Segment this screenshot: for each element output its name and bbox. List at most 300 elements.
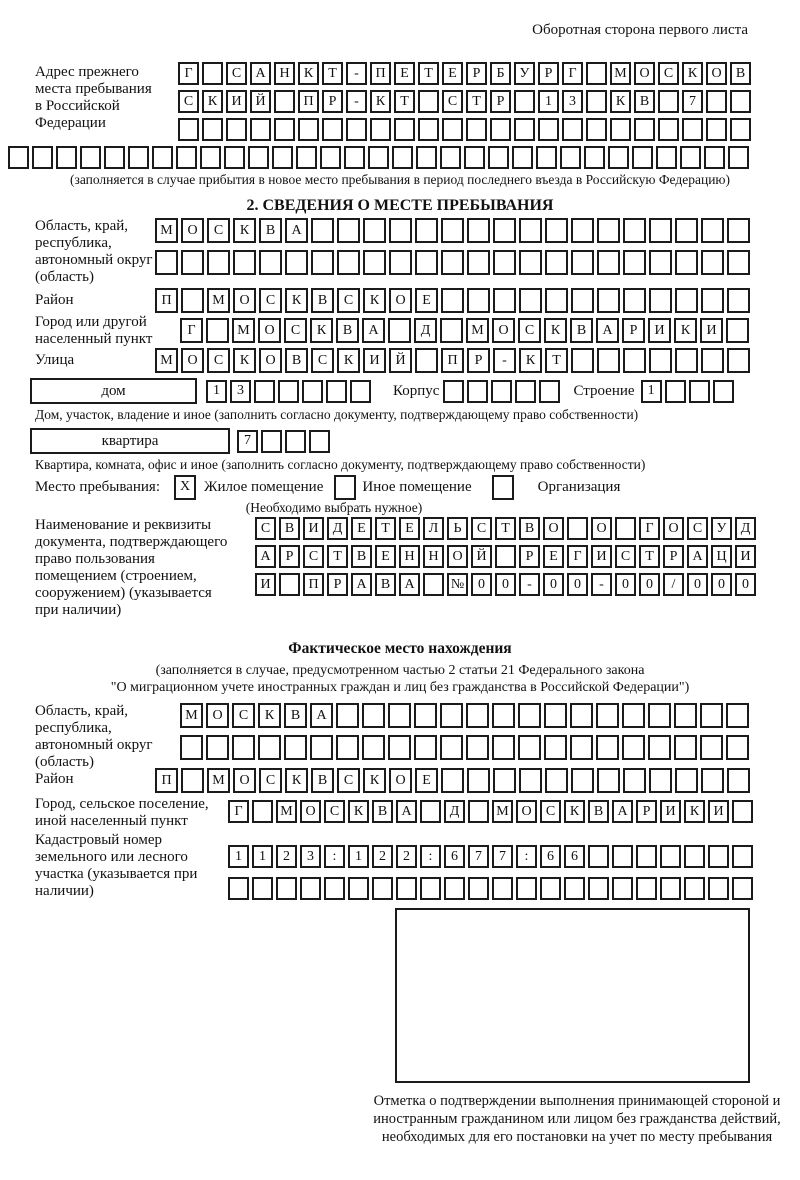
char-cell[interactable]: Г [567,545,588,568]
char-cell[interactable] [206,735,229,760]
char-cell[interactable]: Р [322,90,343,113]
char-cell[interactable] [300,877,321,900]
char-cell[interactable] [493,218,516,243]
char-cell[interactable]: 0 [543,573,564,596]
char-cell[interactable] [597,348,620,373]
char-cell[interactable] [682,118,703,141]
char-cell[interactable]: О [233,288,256,313]
char-cell[interactable] [420,877,441,900]
char-cell[interactable] [56,146,77,169]
char-cell[interactable]: Р [490,90,511,113]
char-cell[interactable]: А [285,218,308,243]
char-cell[interactable]: М [207,768,230,793]
char-cell[interactable]: А [310,703,333,728]
char-cell[interactable] [701,218,724,243]
char-cell[interactable]: 0 [495,573,516,596]
char-cell[interactable] [701,348,724,373]
char-cell[interactable]: - [591,573,612,596]
char-cell[interactable]: 1 [206,380,227,403]
char-cell[interactable]: Й [471,545,492,568]
char-cell[interactable]: К [544,318,567,343]
char-cell[interactable] [362,735,385,760]
char-cell[interactable]: Л [423,517,444,540]
char-cell[interactable] [674,735,697,760]
char-cell[interactable] [302,380,323,403]
char-cell[interactable] [368,146,389,169]
char-cell[interactable]: 1 [348,845,369,868]
char-cell[interactable]: Д [414,318,437,343]
char-cell[interactable] [597,218,620,243]
char-cell[interactable] [467,380,488,403]
char-cell[interactable]: О [634,62,655,85]
char-cell[interactable] [467,768,490,793]
char-cell[interactable]: К [610,90,631,113]
char-cell[interactable] [649,768,672,793]
char-cell[interactable] [441,250,464,275]
char-cell[interactable]: У [711,517,732,540]
char-cell[interactable]: 2 [276,845,297,868]
char-cell[interactable] [540,877,561,900]
char-cell[interactable] [519,250,542,275]
char-cell[interactable] [608,146,629,169]
char-cell[interactable] [441,218,464,243]
char-cell[interactable]: А [250,62,271,85]
char-cell[interactable] [285,250,308,275]
char-cell[interactable]: Д [735,517,756,540]
char-cell[interactable] [492,877,513,900]
char-cell[interactable]: А [612,800,633,823]
char-cell[interactable] [372,877,393,900]
char-cell[interactable] [649,348,672,373]
char-cell[interactable] [596,703,619,728]
char-cell[interactable]: С [471,517,492,540]
char-cell[interactable] [660,877,681,900]
char-cell[interactable]: О [389,768,412,793]
char-cell[interactable]: К [258,703,281,728]
char-cell[interactable] [515,380,536,403]
char-cell[interactable]: И [226,90,247,113]
char-cell[interactable]: О [258,318,281,343]
char-cell[interactable] [545,218,568,243]
char-cell[interactable] [228,877,249,900]
char-cell[interactable] [658,90,679,113]
char-cell[interactable] [586,118,607,141]
char-cell[interactable] [545,288,568,313]
char-cell[interactable] [296,146,317,169]
char-cell[interactable]: И [700,318,723,343]
char-cell[interactable] [207,250,230,275]
char-cell[interactable] [416,146,437,169]
char-cell[interactable] [418,118,439,141]
char-cell[interactable] [276,877,297,900]
char-cell[interactable]: М [155,218,178,243]
char-cell[interactable]: В [336,318,359,343]
char-cell[interactable]: О [181,218,204,243]
char-cell[interactable] [152,146,173,169]
char-cell[interactable] [680,146,701,169]
char-cell[interactable] [388,318,411,343]
char-cell[interactable]: К [674,318,697,343]
checkbox-organization[interactable] [492,475,514,500]
char-cell[interactable]: С [255,517,276,540]
char-cell[interactable] [370,118,391,141]
char-cell[interactable] [612,845,633,868]
char-cell[interactable] [248,146,269,169]
char-cell[interactable]: К [202,90,223,113]
char-cell[interactable] [337,218,360,243]
char-cell[interactable]: В [570,318,593,343]
char-cell[interactable] [727,288,750,313]
char-cell[interactable]: Т [495,517,516,540]
char-cell[interactable] [726,318,749,343]
char-cell[interactable]: / [663,573,684,596]
char-cell[interactable] [258,735,281,760]
char-cell[interactable] [440,146,461,169]
char-cell[interactable] [414,735,437,760]
char-cell[interactable] [224,146,245,169]
char-cell[interactable] [660,845,681,868]
char-cell[interactable] [181,250,204,275]
char-cell[interactable] [415,218,438,243]
char-cell[interactable]: 0 [567,573,588,596]
char-cell[interactable]: С [259,768,282,793]
char-cell[interactable]: С [324,800,345,823]
char-cell[interactable] [180,735,203,760]
char-cell[interactable]: С [207,218,230,243]
char-cell[interactable] [560,146,581,169]
char-cell[interactable]: О [543,517,564,540]
char-cell[interactable]: К [348,800,369,823]
char-cell[interactable] [394,118,415,141]
char-cell[interactable]: С [284,318,307,343]
char-cell[interactable] [495,545,516,568]
char-cell[interactable] [708,845,729,868]
char-cell[interactable] [701,768,724,793]
char-cell[interactable]: О [259,348,282,373]
char-cell[interactable]: С [337,768,360,793]
char-cell[interactable] [623,348,646,373]
char-cell[interactable]: Р [467,348,490,373]
char-cell[interactable] [706,90,727,113]
char-cell[interactable] [362,703,385,728]
char-cell[interactable]: - [346,62,367,85]
char-cell[interactable] [584,146,605,169]
char-cell[interactable] [512,146,533,169]
char-cell[interactable] [337,250,360,275]
char-cell[interactable]: О [591,517,612,540]
char-cell[interactable]: Т [322,62,343,85]
char-cell[interactable]: Д [327,517,348,540]
char-cell[interactable]: С [303,545,324,568]
char-cell[interactable] [562,118,583,141]
char-cell[interactable]: 7 [682,90,703,113]
char-cell[interactable] [344,146,365,169]
char-cell[interactable]: О [447,545,468,568]
char-cell[interactable] [622,703,645,728]
char-cell[interactable]: С [226,62,247,85]
char-cell[interactable] [701,288,724,313]
char-cell[interactable] [310,735,333,760]
char-cell[interactable] [519,768,542,793]
char-cell[interactable] [623,288,646,313]
char-cell[interactable]: 6 [540,845,561,868]
char-cell[interactable]: 7 [468,845,489,868]
char-cell[interactable]: М [492,800,513,823]
char-cell[interactable]: Г [639,517,660,540]
char-cell[interactable] [730,118,751,141]
char-cell[interactable]: : [324,845,345,868]
char-cell[interactable]: Р [636,800,657,823]
char-cell[interactable]: Р [663,545,684,568]
char-cell[interactable] [636,845,657,868]
char-cell[interactable] [684,877,705,900]
char-cell[interactable]: В [259,218,282,243]
char-cell[interactable]: С [615,545,636,568]
char-cell[interactable] [346,118,367,141]
char-cell[interactable]: П [298,90,319,113]
char-cell[interactable] [706,118,727,141]
char-cell[interactable]: А [399,573,420,596]
char-cell[interactable] [571,348,594,373]
char-cell[interactable]: К [337,348,360,373]
char-cell[interactable]: 0 [639,573,660,596]
char-cell[interactable] [326,380,347,403]
char-cell[interactable] [279,573,300,596]
char-cell[interactable] [336,703,359,728]
char-cell[interactable]: О [492,318,515,343]
char-cell[interactable] [468,800,489,823]
char-cell[interactable] [689,380,710,403]
char-cell[interactable]: М [232,318,255,343]
char-cell[interactable]: 0 [735,573,756,596]
char-cell[interactable] [636,877,657,900]
char-cell[interactable] [336,735,359,760]
char-cell[interactable] [538,118,559,141]
char-cell[interactable] [388,735,411,760]
char-cell[interactable] [544,735,567,760]
char-cell[interactable]: К [298,62,319,85]
char-cell[interactable]: П [441,348,464,373]
char-cell[interactable]: В [351,545,372,568]
char-cell[interactable] [415,250,438,275]
char-cell[interactable] [675,218,698,243]
char-cell[interactable]: Е [415,288,438,313]
char-cell[interactable]: Ь [447,517,468,540]
char-cell[interactable]: Г [178,62,199,85]
char-cell[interactable]: Й [250,90,271,113]
char-cell[interactable]: П [155,768,178,793]
char-cell[interactable]: И [363,348,386,373]
char-cell[interactable]: И [303,517,324,540]
char-cell[interactable] [440,735,463,760]
char-cell[interactable] [571,250,594,275]
char-cell[interactable]: Т [418,62,439,85]
char-cell[interactable]: А [351,573,372,596]
char-cell[interactable] [320,146,341,169]
char-cell[interactable]: 6 [564,845,585,868]
char-cell[interactable]: В [311,768,334,793]
char-cell[interactable] [298,118,319,141]
char-cell[interactable] [420,800,441,823]
char-cell[interactable] [586,62,607,85]
char-cell[interactable] [285,430,306,453]
char-cell[interactable] [415,348,438,373]
char-cell[interactable] [675,288,698,313]
char-cell[interactable]: С [658,62,679,85]
char-cell[interactable] [363,250,386,275]
char-cell[interactable] [516,877,537,900]
char-cell[interactable]: А [596,318,619,343]
char-cell[interactable] [623,218,646,243]
char-cell[interactable] [104,146,125,169]
char-cell[interactable] [708,877,729,900]
char-cell[interactable] [514,118,535,141]
char-cell[interactable] [700,703,723,728]
char-cell[interactable]: О [663,517,684,540]
char-cell[interactable] [272,146,293,169]
char-cell[interactable] [612,877,633,900]
char-cell[interactable]: С [337,288,360,313]
char-cell[interactable]: С [687,517,708,540]
char-cell[interactable]: Т [545,348,568,373]
char-cell[interactable] [519,218,542,243]
char-cell[interactable] [732,845,753,868]
char-cell[interactable]: В [285,348,308,373]
char-cell[interactable] [493,768,516,793]
char-cell[interactable] [226,118,247,141]
char-cell[interactable]: К [363,768,386,793]
char-cell[interactable]: П [370,62,391,85]
char-cell[interactable] [396,877,417,900]
char-cell[interactable]: № [447,573,468,596]
char-cell[interactable]: 2 [396,845,417,868]
char-cell[interactable] [514,90,535,113]
char-cell[interactable] [155,250,178,275]
char-cell[interactable] [564,877,585,900]
char-cell[interactable]: Р [466,62,487,85]
char-cell[interactable] [8,146,29,169]
char-cell[interactable] [622,735,645,760]
char-cell[interactable]: В [375,573,396,596]
char-cell[interactable] [181,768,204,793]
char-cell[interactable] [586,90,607,113]
char-cell[interactable] [274,118,295,141]
char-cell[interactable] [704,146,725,169]
char-cell[interactable]: В [284,703,307,728]
char-cell[interactable] [658,118,679,141]
char-cell[interactable] [596,735,619,760]
char-cell[interactable] [467,250,490,275]
char-cell[interactable] [492,703,515,728]
char-cell[interactable]: С [442,90,463,113]
char-cell[interactable] [261,430,282,453]
char-cell[interactable]: А [362,318,385,343]
char-cell[interactable] [233,250,256,275]
char-cell[interactable]: В [519,517,540,540]
char-cell[interactable]: 1 [228,845,249,868]
char-cell[interactable] [570,735,593,760]
char-cell[interactable]: В [730,62,751,85]
char-cell[interactable] [649,218,672,243]
char-cell[interactable] [730,90,751,113]
char-cell[interactable] [518,735,541,760]
char-cell[interactable]: В [311,288,334,313]
char-cell[interactable] [536,146,557,169]
char-cell[interactable] [414,703,437,728]
char-cell[interactable] [232,735,255,760]
char-cell[interactable] [675,768,698,793]
char-cell[interactable] [726,703,749,728]
char-cell[interactable]: О [706,62,727,85]
char-cell[interactable]: 7 [492,845,513,868]
char-cell[interactable]: - [346,90,367,113]
char-cell[interactable]: К [233,218,256,243]
char-cell[interactable] [350,380,371,403]
char-cell[interactable] [571,768,594,793]
char-cell[interactable]: С [232,703,255,728]
char-cell[interactable]: М [610,62,631,85]
char-cell[interactable]: С [540,800,561,823]
char-cell[interactable] [176,146,197,169]
char-cell[interactable]: Е [375,545,396,568]
char-cell[interactable] [623,768,646,793]
char-cell[interactable] [322,118,343,141]
char-cell[interactable] [701,250,724,275]
char-cell[interactable]: Т [466,90,487,113]
char-cell[interactable]: К [233,348,256,373]
char-cell[interactable] [544,703,567,728]
char-cell[interactable]: Р [279,545,300,568]
char-cell[interactable]: 1 [641,380,662,403]
char-cell[interactable]: Е [543,545,564,568]
char-cell[interactable]: 6 [444,845,465,868]
char-cell[interactable] [728,146,749,169]
char-cell[interactable]: 3 [230,380,251,403]
char-cell[interactable] [732,800,753,823]
char-cell[interactable]: Б [490,62,511,85]
char-cell[interactable] [675,250,698,275]
char-cell[interactable] [178,118,199,141]
char-cell[interactable]: 0 [615,573,636,596]
char-cell[interactable] [202,118,223,141]
char-cell[interactable] [348,877,369,900]
char-cell[interactable] [80,146,101,169]
char-cell[interactable]: 3 [300,845,321,868]
char-cell[interactable]: И [648,318,671,343]
char-cell[interactable] [466,118,487,141]
char-cell[interactable] [309,430,330,453]
char-cell[interactable] [632,146,653,169]
char-cell[interactable] [468,877,489,900]
char-cell[interactable]: С [259,288,282,313]
char-cell[interactable]: И [735,545,756,568]
char-cell[interactable]: Г [562,62,583,85]
char-cell[interactable] [466,703,489,728]
char-cell[interactable] [545,250,568,275]
char-cell[interactable] [567,517,588,540]
char-cell[interactable] [675,348,698,373]
char-cell[interactable] [665,380,686,403]
char-cell[interactable]: В [279,517,300,540]
char-cell[interactable] [32,146,53,169]
char-cell[interactable]: М [466,318,489,343]
char-cell[interactable] [284,735,307,760]
char-cell[interactable] [545,768,568,793]
char-cell[interactable] [440,318,463,343]
char-cell[interactable]: Г [228,800,249,823]
char-cell[interactable]: С [207,348,230,373]
char-cell[interactable]: Е [351,517,372,540]
